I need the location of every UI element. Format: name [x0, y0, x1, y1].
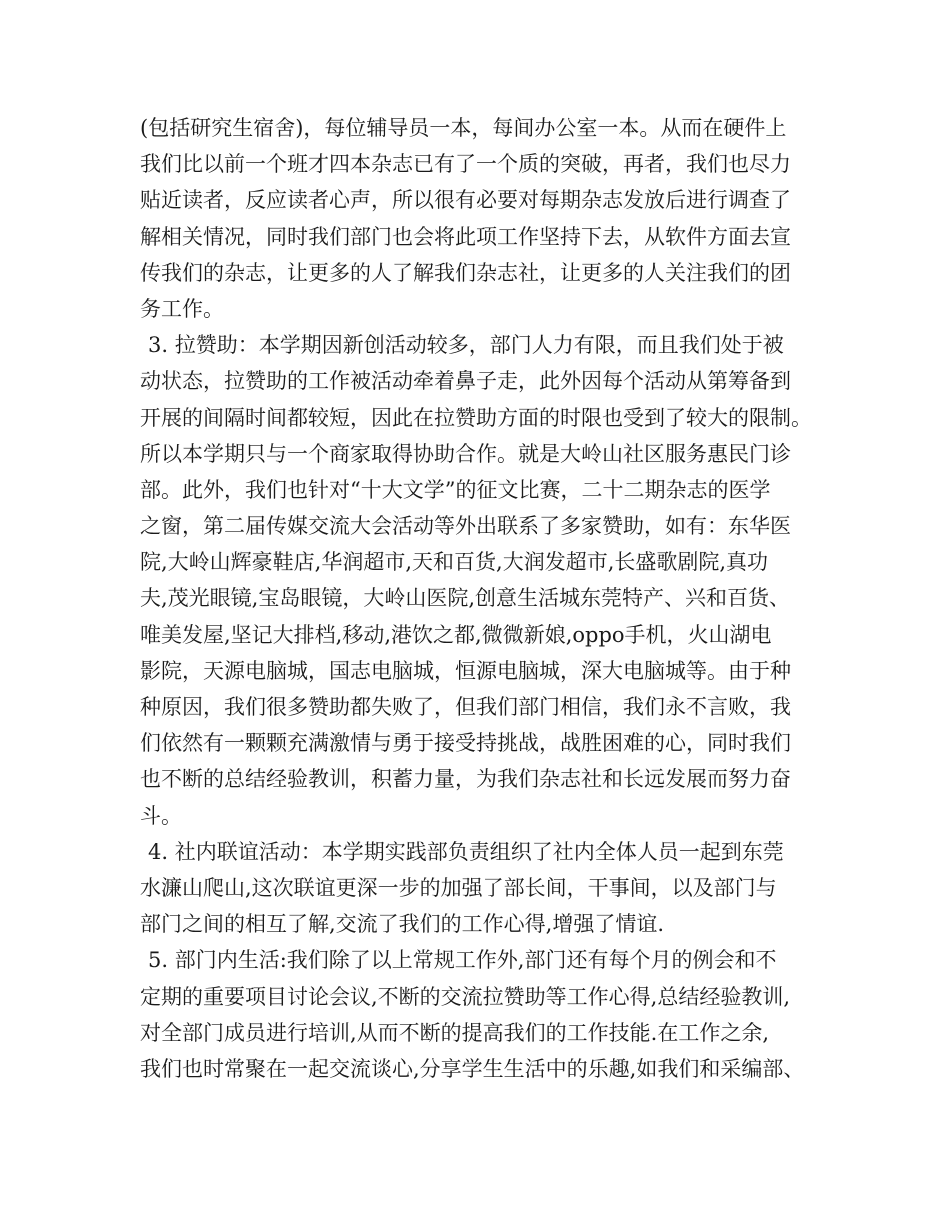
text-line: 部。此外，我们也针对“十大文学”的征文比赛，二十二期杂志的医学 [140, 477, 771, 502]
text-line: 贴近读者，反应读者心声，所以很有必要对每期杂志发放后进行调查了 [140, 188, 791, 213]
text-line: 开展的间隔时间都较短，因此在拉赞助方面的时限也受到了较大的限制。 [140, 405, 812, 430]
text-line: 我们也时常聚在一起交流谈心,分享学生生活中的乐趣,如我们和采编部、 [140, 1056, 805, 1081]
text-line: 所以本学期只与一个商家取得协助合作。就是大岭山社区服务惠民门诊 [140, 441, 791, 466]
text-line: 夫,茂光眼镜,宝岛眼镜，大岭山医院,创意生活城东莞特产、兴和百货、 [140, 586, 791, 611]
list-item-3-heading: 3. 拉赞助：本学期因新创活动较多，部门人力有限，而且我们处于被 [148, 333, 784, 358]
document-body [140, 110, 820, 1087]
text-line: 我们比以前一个班才四本杂志已有了一个质的突破，再者，我们也尽力 [140, 152, 791, 177]
text-line: 们依然有一颗颗充满激情与勇于接受持挑战，战胜困难的心，同时我们 [140, 731, 791, 756]
text-line: (包括研究生宿舍)，每位辅导员一本，每间办公室一本。从而在硬件上 [140, 116, 787, 140]
text-line: 定期的重要项目讨论会议,不断的交流拉赞助等工作心得,总结经验教训, [140, 984, 791, 1009]
text-line: 动状态，拉赞助的工作被活动牵着鼻子走，此外因每个活动从第筹备到 [140, 369, 791, 394]
text-line: 解相关情况，同时我们部门也会将此项工作坚持下去，从软件方面去宣 [140, 224, 791, 249]
text-line: 传我们的杂志，让更多的人了解我们杂志社，让更多的人关注我们的团 [140, 260, 791, 285]
text-line: 之窗，第二届传媒交流大会活动等外出联系了多家赞助，如有：东华医 [140, 514, 791, 539]
text-line: 务工作。 [140, 296, 224, 321]
text-line: 斗。 [140, 803, 182, 828]
list-item-5-heading: 5. 部门内生活:我们除了以上常规工作外,部门还有每个月的例会和不 [148, 948, 777, 973]
text-line: 唯美发屋,坚记大排档,移动,港饮之都,微微新娘,oppo手机，火山湖电 [140, 622, 772, 647]
text-line: 院,大岭山辉豪鞋店,华润超市,天和百货,大润发超市,长盛歌剧院,真功 [140, 550, 769, 575]
list-item-4-heading: 4. 社内联谊活动：本学期实践部负责组织了社内全体人员一起到东莞 [148, 839, 784, 864]
text-line: 部门之间的相互了解,交流了我们的工作心得,增强了情谊. [140, 912, 665, 937]
text-line: 也不断的总结经验教训，积蓄力量，为我们杂志社和长远发展而努力奋 [140, 767, 791, 792]
text-line: 影院，天源电脑城，国志电脑城，恒源电脑城，深大电脑城等。由于种 [140, 658, 791, 683]
text-line: 水濂山爬山,这次联谊更深一步的加强了部长间，干事间，以及部门与 [140, 875, 777, 900]
text-line: 对全部门成员进行培训,从而不断的提高我们的工作技能.在工作之余, [140, 1020, 770, 1045]
text-line: 种原因，我们很多赞助都失败了，但我们部门相信，我们永不言败，我 [140, 695, 791, 719]
